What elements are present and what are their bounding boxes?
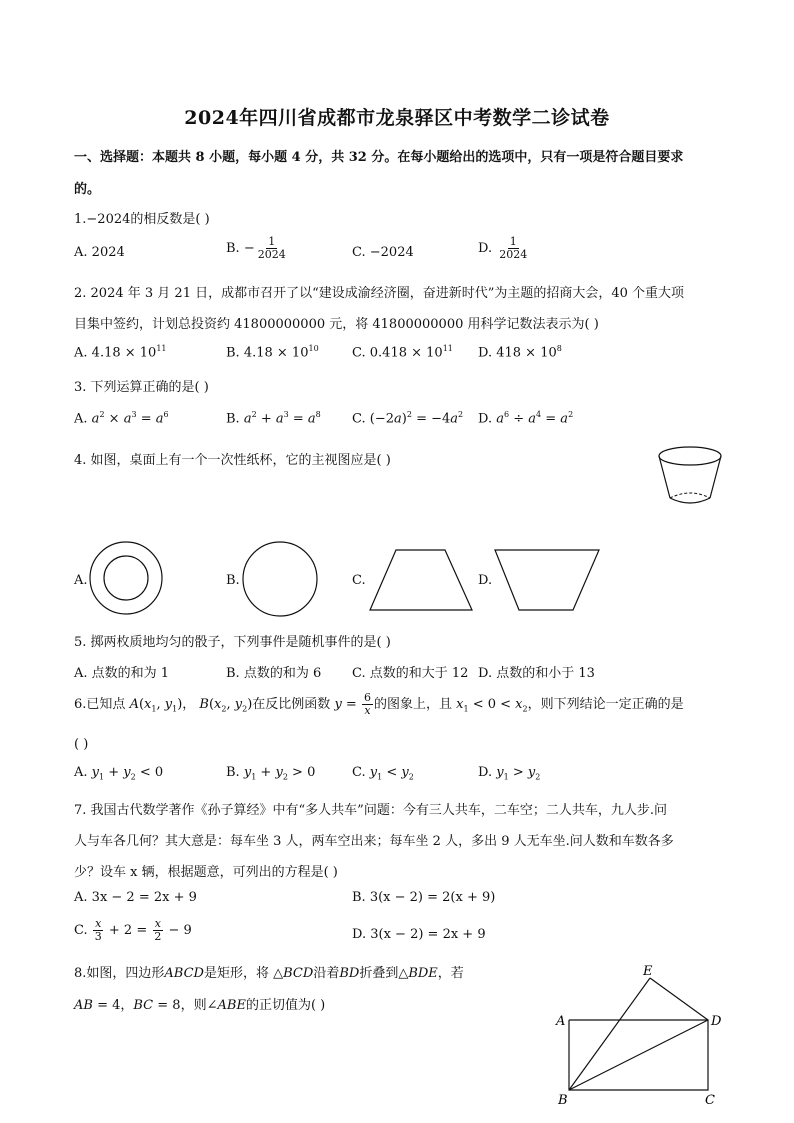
- section-header: 一、选择题：本题共 8 小题，每小题 4 分，共 32 分。在每小题给出的选项中，只有一项是符合题目要求: [74, 150, 684, 165]
- q5-option-d: D. 点数的和小于 13: [478, 666, 595, 681]
- q1-option-d: D. $\frac{1}{2024}$: [478, 235, 528, 261]
- question-1: [74, 208, 210, 227]
- rectangle-fold-figure: [550, 958, 730, 1108]
- q2-option-d: D. $418 \times 10^8$: [478, 344, 562, 361]
- question-8: 8.如图，四边形ABCD是矩形，将 △BCD沿着BD折叠到△BDE，若: [74, 966, 464, 981]
- point-label-b: B: [558, 1093, 568, 1108]
- circle-figure: [241, 540, 319, 618]
- q5-option-b: B. 点数的和为 6: [226, 666, 322, 681]
- ring-figure: [88, 540, 164, 616]
- q3-option-b: B. $a^2 + a^3 = a^8$: [226, 410, 321, 427]
- q7-option-d: D. 3(x − 2) = 2x + 9: [352, 927, 486, 942]
- q4-label-d: D.: [478, 573, 493, 588]
- q5-option-c: C. 点数的和大于 12: [352, 666, 469, 681]
- question-8-cont: AB = 4，BC = 8，则∠ABE的正切值为( ): [74, 998, 326, 1013]
- q6-option-b: B. $y_1 + y_2 > 0$: [226, 765, 316, 782]
- question-4: 4. 如图，桌面上有一个一次性纸杯，它的主视图应是( ): [74, 453, 391, 468]
- q1-option-c: C. −2024: [352, 245, 414, 260]
- question-stem: 的相反数是( ): [130, 212, 210, 227]
- question-2: 2. 2024 年 3 月 21 日，成都市召开了以“建设成渝经济圈，奋进新时代”为主题的招商大会，40 个重大项: [74, 286, 685, 301]
- q1-option-b: B. − $\frac{1}{2024}$: [226, 235, 286, 261]
- question-6: 6.已知点 $A(x_1$, $y_1$)， $B(x_2$, $y_2$)在反比例函数 y = $\frac{6}{x}$ 的图象上，且 $x_1 < 0 < x_2$，则下列结论一定正确的是: [74, 691, 684, 717]
- q2-option-c: C. $0.418 \times 10^{11}$: [352, 344, 453, 361]
- question-5: 5. 掷两枚质地均匀的骰子，下列事件是随机事件的是( ): [74, 635, 391, 650]
- q2-option-a: A. $4.18 \times 10^{11}$: [74, 344, 167, 361]
- q3-option-d: D. $a^6 \div a^4 = a^2$: [478, 410, 574, 427]
- q5-option-a: A. 点数的和为 1: [74, 666, 170, 681]
- question-3: 3. 下列运算正确的是( ): [74, 380, 209, 395]
- question-7-cont1: 人与车各几何？其大意是：每车坐 3 人，两车空出来；每车坐 2 人，多出 9 人无车坐.问人数和车数各多: [74, 834, 674, 849]
- q6-option-a: A. $y_1 + y_2 < 0$: [74, 765, 164, 782]
- math-expr: −2024: [86, 212, 131, 227]
- question-7-cont2: 少？设车 x 辆，根据题意，可列出的方程是( ): [74, 865, 338, 880]
- question-7: 7. 我国古代数学著作《孙子算经》中有“多人共车”问题：今有三人共车，二车空；二人共车，九人步.问: [74, 803, 667, 818]
- q1-option-a: A. 2024: [74, 245, 125, 260]
- q4-label-a: A.: [74, 573, 88, 588]
- q6-option-c: C. $y_1 < y_2$: [352, 765, 414, 782]
- q7-option-b: B. 3(x − 2) = 2(x + 9): [352, 890, 496, 905]
- point-label-e: E: [643, 964, 653, 979]
- q4-label-b: B.: [226, 573, 240, 588]
- q4-label-c: C.: [352, 573, 366, 588]
- point-label-d: D: [711, 1014, 722, 1029]
- section-header-cont: 的。: [74, 182, 101, 197]
- question-2-cont: 目集中签约，计划总投资约 41800000000 元，将 41800000000 用科学记数法表示为( ): [74, 317, 599, 332]
- question-6-cont: ( ): [74, 737, 89, 752]
- paper-cup-figure: [654, 442, 728, 512]
- trapezoid-wide-top-figure: [493, 549, 601, 612]
- q7-option-a: A. 3x − 2 = 2x + 9: [74, 890, 197, 905]
- q2-option-b: B. $4.18 \times 10^{10}$: [226, 344, 319, 361]
- q6-option-d: D. $y_1 > y_2$: [478, 765, 541, 782]
- point-label-c: C: [705, 1093, 715, 1108]
- q3-option-c: C. $(-2a)^2 = -4a^2$: [352, 410, 464, 427]
- q7-option-c: C. $\frac{x}{3}$ + 2 = $\frac{x}{2}$ − 9: [74, 917, 192, 943]
- trapezoid-narrow-top-figure: [368, 549, 474, 612]
- paper-title: 2024年四川省成都市龙泉驿区中考数学二诊试卷: [184, 107, 610, 129]
- q3-option-a: A. $a^2 \times a^3 = a^6$: [74, 410, 169, 427]
- point-label-a: A: [556, 1014, 566, 1029]
- question-number: 1.: [74, 212, 87, 227]
